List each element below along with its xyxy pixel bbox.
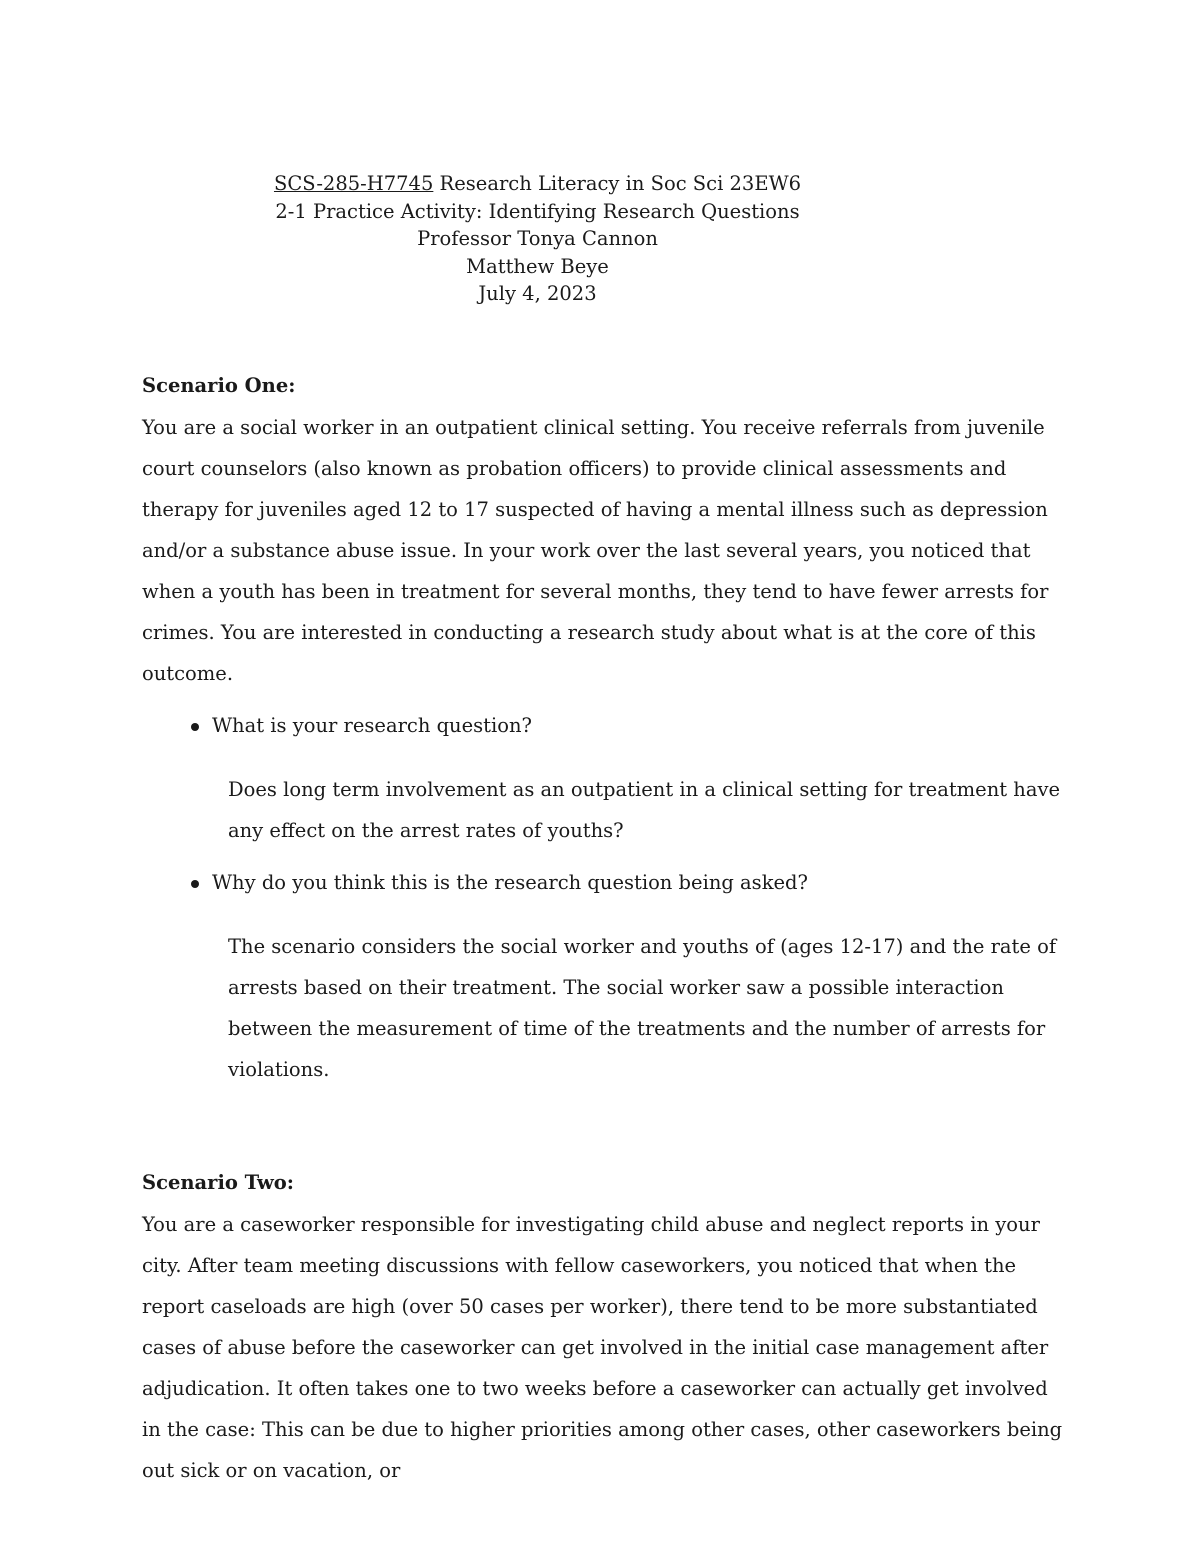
course-title: Research Literacy in Soc Sci 23EW6 [433, 172, 802, 195]
scenario-two-body: You are a caseworker responsible for investigating child abuse and neglect reports in your city. After team meeting discussions with fellow caseworkers, you noticed that when the report caseloads are high (over 50 cases per worker), there tend to be more substantiated cases of abuse before the caseworker can get involved in the initial case management after adjudication. It often takes one to two weeks before a caseworker can actually get involved in the case: This can be due to higher priorities among other cases, other caseworkers being out sick or on vacation, or [142, 1213, 1063, 1482]
bullet-icon [191, 723, 199, 731]
answer-two: The scenario considers the social worker and youths of (ages 12-17) and the rate of arrests based on their treatment. The social worker saw a possible interaction between the measurement of time of the treatments and the number of arrests for violations. [228, 935, 1057, 1081]
scenario-one-body: You are a social worker in an outpatient clinical setting. You receive referrals from juvenile court counselors (also known as probation officers) to provide clinical assessments and therapy for juveniles aged 12 to 17 suspected of having a mental illness such as depression and/or a substance abuse issue. In your work over the last several years, you noticed that when a youth has been in treatment for several months, they tend to have fewer arrests for crimes. You are interested in conducting a research study about what is at the core of this outcome. [142, 416, 1049, 685]
document-body [142, 371, 1072, 1491]
title-block [0, 170, 1075, 308]
question-one-item [142, 711, 1072, 741]
question-one-text: What is your research question? [212, 714, 532, 737]
question-two-text: Why do you think this is the research question being asked? [212, 871, 808, 894]
assignment-title: 2-1 Practice Activity: Identifying Research Questions [275, 199, 800, 223]
student-name: Matthew Beye [466, 254, 609, 278]
course-code-link[interactable]: SCS-285-H7745 [273, 172, 434, 195]
scenario-one-heading: Scenario One: [142, 374, 296, 397]
professor-name: Professor Tonya Cannon [417, 227, 658, 250]
question-two-item [142, 868, 1072, 898]
answer-one: Does long term involvement as an outpatient in a clinical setting for treatment have any effect on the arrest rates of youths? [228, 778, 1061, 842]
scenario-two-heading: Scenario Two: [142, 1171, 295, 1194]
submission-date: July 4, 2023 [478, 282, 597, 305]
bullet-icon [191, 880, 199, 888]
course-line [0, 170, 1075, 198]
